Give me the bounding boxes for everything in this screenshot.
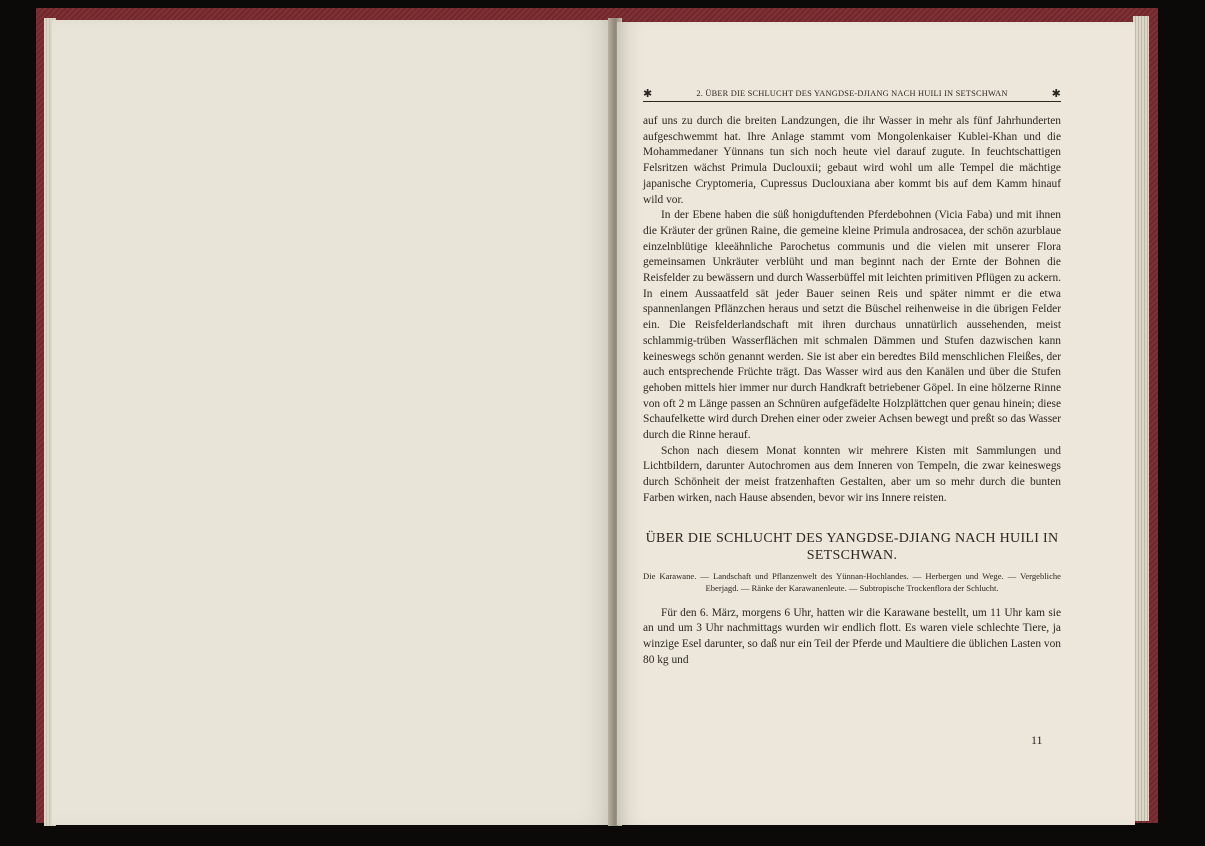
chapter-summary: Die Karawane. — Landschaft und Pflanzenwelt des Yünnan-Hochlandes. — Herbergen und Wege. — Vergebliche Eberjagd. — Ränke der Karawanenleute. — Subtropische Trockenflora der Schlucht.: [643, 570, 1061, 593]
paragraph: auf uns zu durch die breiten Landzungen, die ihr Wasser in mehr als fünf Jahrhunderten aufgeschwemmt hat. Ihre Anlage stammt vom Mongolenkaiser Kublei-Khan und die Mohammedaner Yünnans tun sich noch heute viel darauf zugute. In feuchtschattigen Felsritzen wächst Primula Duclouxii; gebaut wird wohl um alle Tempel die mächtige japanische Cryptomeria, Cupressus Duclouxiana aber kommt bis auf dem Kamm hinauf wild vor.: [643, 115, 1061, 206]
right-page-edges: [1133, 16, 1149, 821]
star-ornament-left-icon: ✱: [643, 87, 653, 100]
running-head: [643, 86, 1061, 102]
page-number: 11: [1031, 733, 1043, 747]
left-page-blank: [52, 20, 612, 825]
page-text-block: [643, 86, 1061, 668]
paragraph: Für den 6. März, morgens 6 Uhr, hatten wir die Karawane bestellt, um 11 Uhr kam sie an und um 3 Uhr nachmittags wurden wir endlich flott. Es waren viele schlechte Tiere, ja winzige Esel darunter, so daß nur ein Teil der Pferde und Maultiere die üblichen Lasten von 80 kg und: [643, 606, 1061, 666]
chapter-title: ÜBER DIE SCHLUCHT DES YANGDSE-DJIANG NACH HUILI IN SETSCHWAN.: [645, 530, 1059, 563]
chapter-body: [643, 606, 1061, 669]
body-text: [643, 114, 1061, 507]
star-ornament-right-icon: ✱: [1051, 87, 1061, 100]
paragraph: In der Ebene haben die süß honigduftenden Pferdebohnen (Vicia Faba) und mit ihnen die Kräuter der grünen Raine, die gemeine kleine Primula androsacea, der schön azurblaue einzelnblütige kleeähnliche Parochetus communis und die vielen mit unserer Flora gemeinsamen Unkräuter verblüht und man beginnt nach der Ernte der Bohnen die Reisfelder zu bewässern und durch Wasserbüffel mit leichten primitiven Pflügen zu ackern. In einem Aussaatfeld sät jeder Bauer seinen Reis und später nimmt er die etwa spannenlangen Pflänzchen heraus und setzt die Büschel reihenweise in die übrigen Felder ein. Die Reisfelderlandschaft mit ihren durchaus unnatürlich aussehenden, meist schlammig-trüben Wasserflächen mit schmalen Dämmen und Stufen dazwischen kann keineswegs schön genannt werden. Sie ist aber ein beredtes Bild menschlichen Fleißes, der auch entsprechende Früchte trägt. Das Wasser wird aus den Kanälen und über die Stufen gehoben mittels hier immer nur durch Handkraft betriebener Göpel. In eine hölzerne Rinne von oft 2 m Länge passen an Schnüren aufgefädelte Holzplättchen quer genau hinein; diese Schaufelkette wird durch Drehen einer oder zweier Achsen bewegt und preßt so das Wasser durch die Rinne herauf.: [643, 209, 1061, 442]
running-head-title: 2. ÜBER DIE SCHLUCHT DES YANGDSE-DJIANG NACH HUILI IN SETSCHWAN: [696, 88, 1008, 98]
paragraph: Schon nach diesem Monat konnten wir mehrere Kisten mit Sammlungen und Lichtbildern, darunter Autochromen aus dem Inneren von Tempeln, die zwar keineswegs durch Schönheit der meist fratzenhaften Gestalten, aber um so mehr durch die bunten Farben wirken, nach Hause absenden, bevor wir ins Innere reisten.: [643, 444, 1061, 504]
